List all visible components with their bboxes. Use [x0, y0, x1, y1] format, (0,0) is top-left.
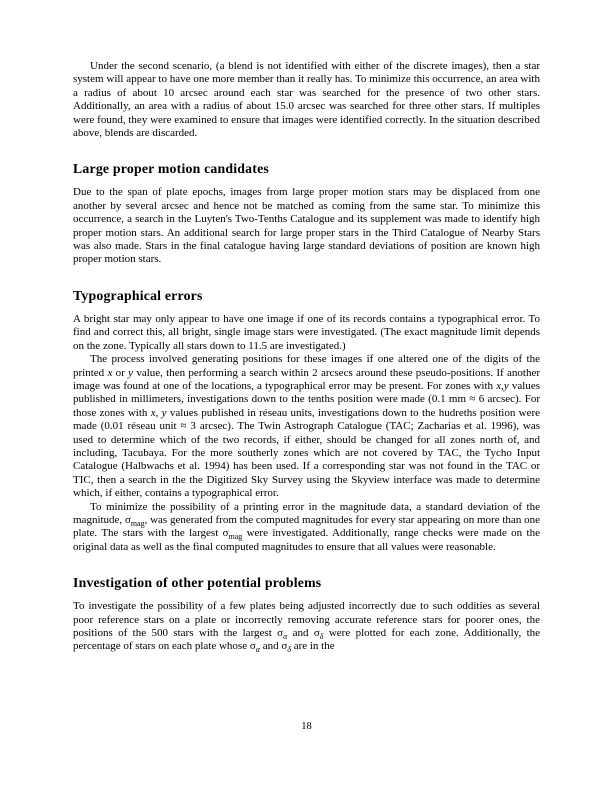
paragraph-typo-process: The process involved generating positions for these images if one altered one of the digits of the printed x or y value, then performing a search within 2 arcsecs around these pseudo-positions. If another image was found at one of the locations, a typographical error may be present. For zones with x,y values published in millimeters, investigations down to the tenths position were made (0.1 mm ≈ 6 arcsec). For those zones with x, y values published in réseau units, investigations down to the hudreths position were made (0.01 réseau unit ≈ 3 arcsec). The Twin Astrograph Catalogue (TAC; Zacharias et al. 1996), was used to determine which of the two records, if either, should be changed for all zones north of, and including, Tacubaya. For the more southerly zones which are not covered by TAC, the Tycho Input Catalogue (Halbwachs et al. 1994) has been used. If a corresponding star was not found in the TAC or TIC, then a search in the the Digitized Sky Survey using the Skyview interface was made to determine which, if either, contains a typographical error.: [73, 353, 540, 500]
paragraph-magnitude-checks: To minimize the possibility of a printing error in the magnitude data, a standard deviation of the magnitude, $\sigma_{mag}$, was generated from the computed magnitudes for every star appearing on more than one plate. The stars with the largest $\sigma_{mag}$ were investigated. Additionally, range checks were made on the original data as well as the final computed magnitudes to ensure that all values were reasonable.: [73, 500, 540, 553]
section-heading-large-proper-motion-candidates: Large proper motion candidates: [73, 161, 269, 177]
paragraph-proper-motion: Due to the span of plate epochs, images from large proper motion stars may be displaced from one another by several arcsec and hence not be matched as coming from the same star. To minimize this occurrence, a search in the Luyten's Two-Tenths Catalogue and its supplement was made to identify high proper motion stars. An additional search for large proper stars in the Third Catalogue of Nearby Stars was also made. Stars in the final catalogue having large standard deviations of position are known high proper motion stars.: [73, 186, 540, 266]
section-heading-investigation-other-problems: Investigation of other potential problems: [73, 575, 322, 591]
paragraph-blend-scenario: Under the second scenario, (a blend is not identified with either of the discrete images), then a star system will appear to have one more member than it really has. To minimize this occurrence, an area with a radius of about 10 arcsec around each star was searched for the presence of two other stars. Additionally, an area with a radius of about 15.0 arcsec was searched for three other stars. If multiples were found, they were examined to ensure that images were identified correctly. In the situation described above, blends are discarded.: [73, 60, 540, 140]
page-number: 18: [301, 721, 312, 732]
section-heading-typographical-errors: Typographical errors: [73, 287, 203, 303]
paragraph-typo-intro: A bright star may only appear to have one image if one of its records contains a typographical error. To find and correct this, all bright, single image stars were investigated. (The exact magnitude limit depends on the zone. Typically all stars down to 11.5 are investigated.): [73, 312, 540, 352]
text-column: [73, 60, 540, 654]
paragraph-plate-adjustment: To investigate the possibility of a few plates being adjusted incorrectly due to such oddities as several poor reference stars on a plate or incorrectly removing accurate reference stars for poorer ones, the positions of the 500 stars with the largest $\sigma_\alpha$ and $\sigma_\delta$ were plotted for each zone. Additionally, the percentage of stars on each plate whose $\sigma_\alpha$ and $\sigma_\delta$ are in the: [73, 600, 541, 655]
